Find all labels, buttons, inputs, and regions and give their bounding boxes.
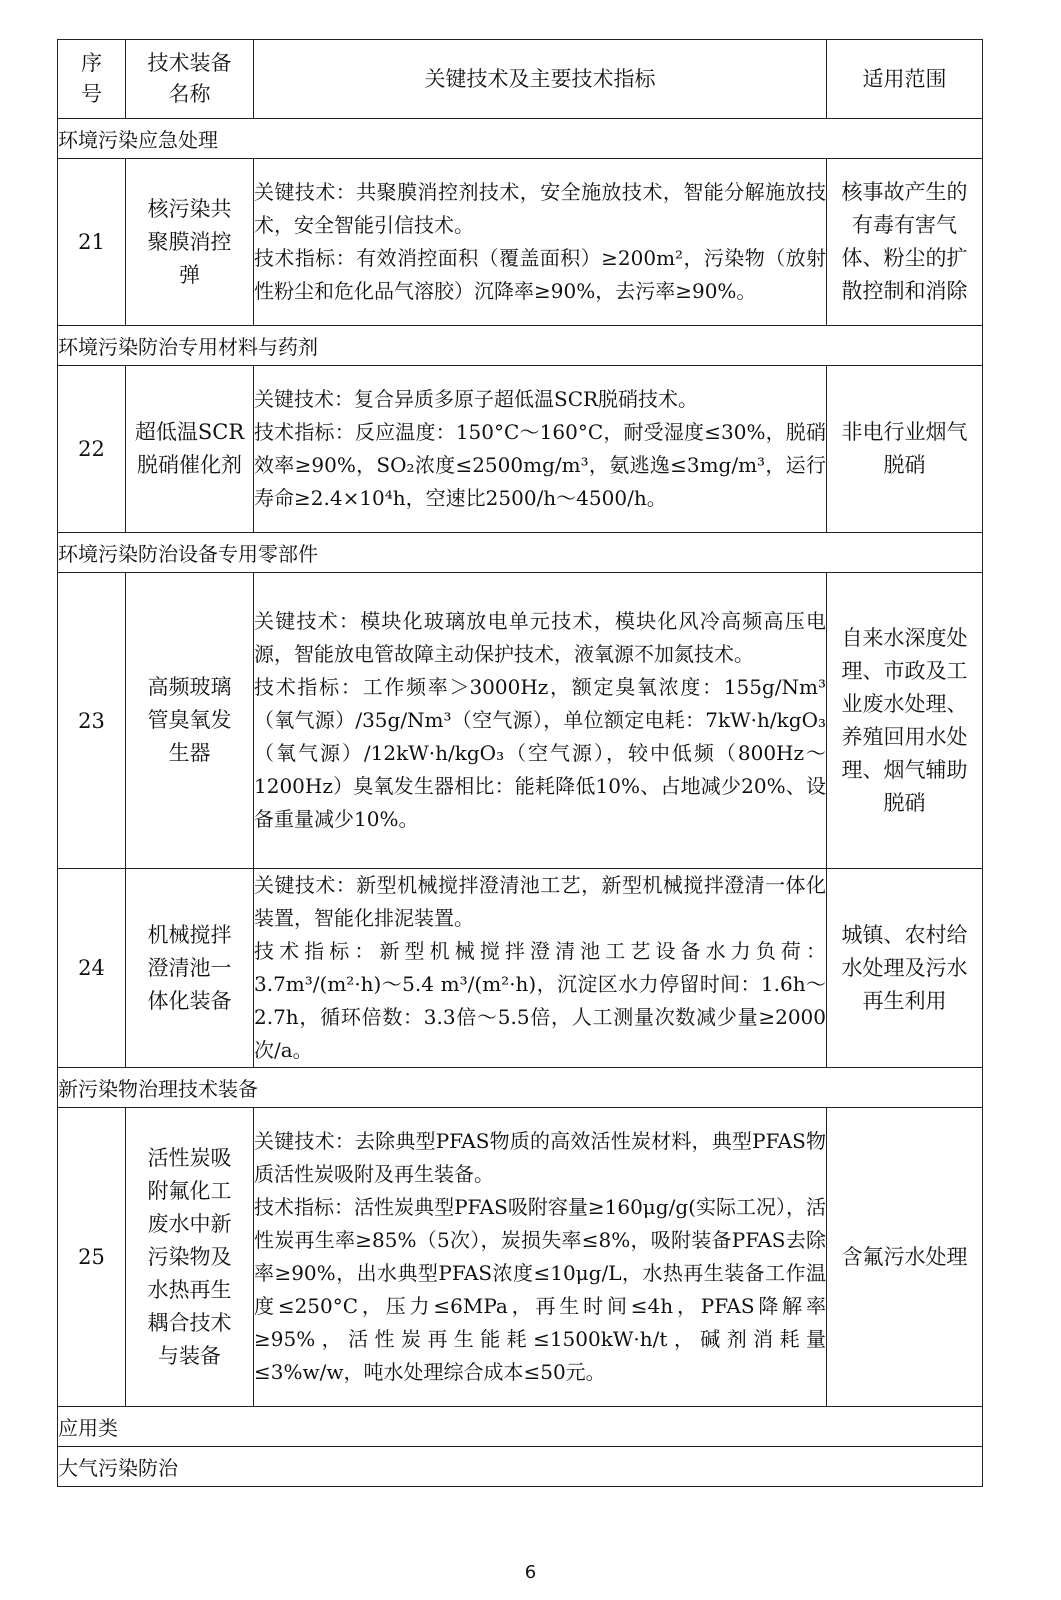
section-title: 大气污染防治 xyxy=(58,1447,983,1487)
table-row xyxy=(58,573,983,869)
table-row xyxy=(58,1108,983,1407)
section-row xyxy=(58,533,983,573)
header-scope: 适用范围 xyxy=(827,40,983,119)
application-scope: 非电行业烟气脱硝 xyxy=(827,366,983,533)
spec-cell xyxy=(254,1108,827,1407)
row-number: 23 xyxy=(58,573,126,869)
spec-cell xyxy=(254,159,827,326)
technical-indicators: 技术指标：新型机械搅拌澄清池工艺设备水力负荷：3.7m³/(m²·h)～5.4 m³/(m²·h)，沉淀区水力停留时间：1.6h～2.7h，循环倍数：3.3倍～5.5倍，人工测量次数减少量≥2000次/a。 xyxy=(254,939,826,1062)
technical-indicators: 技术指标：工作频率＞3000Hz，额定臭氧浓度：155g/Nm³（氧气源）/35g/Nm³（空气源），单位额定电耗：7kW·h/kgO₃（氧气源）/12kW·h/kgO₃（空气源），较中低频（800Hz～1200Hz）臭氧发生器相比：能耗降低10%、占地减少20%、设备重量减少10%。 xyxy=(254,675,826,831)
section-row xyxy=(58,1068,983,1108)
section-row xyxy=(58,119,983,159)
technology-table xyxy=(57,39,983,1487)
table-row xyxy=(58,159,983,326)
spec-cell xyxy=(254,869,827,1068)
section-title: 环境污染防治设备专用零部件 xyxy=(58,533,983,573)
spec-cell xyxy=(254,573,827,869)
application-scope: 城镇、农村给水处理及污水再生利用 xyxy=(827,869,983,1068)
equipment-name: 高频玻璃管臭氧发生器 xyxy=(126,573,254,869)
application-scope: 自来水深度处理、市政及工业废水处理、养殖回用水处理、烟气辅助脱硝 xyxy=(827,573,983,869)
section-title: 新污染物治理技术装备 xyxy=(58,1068,983,1108)
header-no: 序号 xyxy=(58,40,126,119)
spec-cell xyxy=(254,366,827,533)
header-row xyxy=(58,40,983,119)
key-technology: 关键技术：共聚膜消控剂技术，安全施放技术，智能分解施放技术，安全智能引信技术。 xyxy=(254,180,826,237)
section-row xyxy=(58,326,983,366)
key-technology: 关键技术：模块化玻璃放电单元技术，模块化风冷高频高压电源，智能放电管故障主动保护技术，液氧源不加氮技术。 xyxy=(254,609,826,666)
section-title: 应用类 xyxy=(58,1407,983,1447)
technical-indicators: 技术指标：有效消控面积（覆盖面积）≥200m²，污染物（放射性粉尘和危化品气溶胶）沉降率≥90%，去污率≥90%。 xyxy=(254,246,826,303)
table-row xyxy=(58,366,983,533)
equipment-name: 核污染共聚膜消控弹 xyxy=(126,159,254,326)
row-number: 24 xyxy=(58,869,126,1068)
row-number: 25 xyxy=(58,1108,126,1407)
row-number: 22 xyxy=(58,366,126,533)
technical-indicators: 技术指标：活性炭典型PFAS吸附容量≥160μg/g(实际工况），活性炭再生率≥85%（5次），炭损失率≤8%，吸附装备PFAS去除率≥90%，出水典型PFAS浓度≤10μg/L，水热再生装备工作温度≤250°C，压力≤6MPa，再生时间≤4h，PFAS降解率≥95%，活性炭再生能耗≤1500kW·h/t，碱剂消耗量≤3%w/w，吨水处理综合成本≤50元。 xyxy=(254,1195,826,1384)
header-name: 技术装备名称 xyxy=(126,40,254,119)
application-scope: 含氟污水处理 xyxy=(827,1108,983,1407)
table-row xyxy=(58,869,983,1068)
application-scope: 核事故产生的有毒有害气体、粉尘的扩散控制和消除 xyxy=(827,159,983,326)
key-technology: 关键技术：复合异质多原子超低温SCR脱硝技术。 xyxy=(254,387,699,411)
key-technology: 关键技术：去除典型PFAS物质的高效活性炭材料，典型PFAS物质活性炭吸附及再生装备。 xyxy=(254,1129,826,1186)
key-technology: 关键技术：新型机械搅拌澄清池工艺，新型机械搅拌澄清一体化装置，智能化排泥装置。 xyxy=(254,873,826,930)
section-title: 环境污染防治专用材料与药剂 xyxy=(58,326,983,366)
section-row xyxy=(58,1407,983,1447)
section-title: 环境污染应急处理 xyxy=(58,119,983,159)
technical-indicators: 技术指标：反应温度：150°C～160°C，耐受湿度≤30%，脱硝效率≥90%，SO₂浓度≤2500mg/m³，氨逃逸≤3mg/m³，运行寿命≥2.4×10⁴h，空速比2500/h～4500/h。 xyxy=(254,420,826,510)
row-number: 21 xyxy=(58,159,126,326)
equipment-name: 超低温SCR脱硝催化剂 xyxy=(126,366,254,533)
equipment-name: 活性炭吸附氟化工废水中新污染物及水热再生耦合技术与装备 xyxy=(126,1108,254,1407)
header-spec: 关键技术及主要技术指标 xyxy=(254,40,827,119)
section-row xyxy=(58,1447,983,1487)
page-number: 6 xyxy=(524,1562,537,1583)
equipment-name: 机械搅拌澄清池一体化装备 xyxy=(126,869,254,1068)
